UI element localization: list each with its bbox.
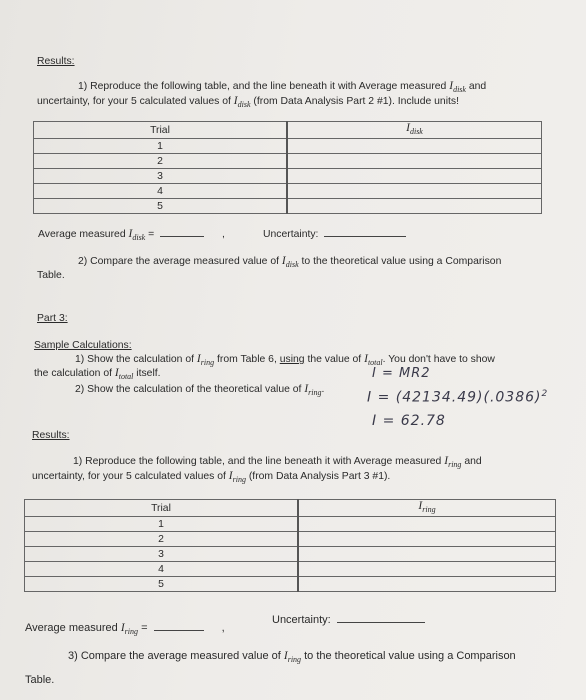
uncertainty-disk-line: Uncertainty: <box>263 228 409 241</box>
table-row <box>34 139 542 154</box>
trial-cell: 1 <box>34 139 288 154</box>
part3-item2: 2) Show the calculation of the theoretical value of $I_{ring}$. <box>75 383 325 398</box>
part3-item1-line2: the calculation of $I_{total}$ itself. <box>34 367 161 382</box>
uncertainty-ring-line: Uncertainty: <box>272 614 428 627</box>
average-ring-blank[interactable] <box>154 629 204 631</box>
trial-cell: 4 <box>34 184 288 199</box>
table-header-row <box>25 500 556 517</box>
trial-cell: 2 <box>34 154 288 169</box>
sample-calculations-heading: Sample Calculations: <box>34 340 132 351</box>
results1-item2-line1: 2) Compare the average measured value of $I_{disk}$ to the theoretical value using a Comparison <box>78 255 502 270</box>
table-row <box>34 184 542 199</box>
trial-column-header: Trial <box>25 500 299 517</box>
table-row <box>25 562 556 577</box>
trial-column-header: Trial <box>34 122 288 139</box>
table-row <box>34 154 542 169</box>
value-cell[interactable] <box>298 547 556 562</box>
results1-item1-line2: uncertainty, for your 5 calculated values of $I_{disk}$ (from Data Analysis Part 2 #1). Include units! <box>37 95 459 110</box>
trial-cell: 2 <box>25 532 299 547</box>
value-cell[interactable] <box>287 139 542 154</box>
results1-item2-line2: Table. <box>37 270 65 281</box>
table-header-row <box>34 122 542 139</box>
uncertainty-ring-blank[interactable] <box>337 621 425 623</box>
average-disk-blank[interactable] <box>160 235 204 237</box>
value-column-header: $I_{ring}$ <box>298 500 556 517</box>
handwritten-result: I = 62.78 <box>372 413 446 429</box>
results2-item3-line1: 3) Compare the average measured value of $I_{ring}$ to the theoretical value using a Comparison <box>68 650 516 665</box>
value-cell[interactable] <box>287 184 542 199</box>
trial-cell: 4 <box>25 562 299 577</box>
results2-item1-line1: 1) Reproduce the following table, and the line beneath it with Average measured $I_{ring}$ and <box>73 455 482 470</box>
table-row <box>34 169 542 184</box>
trial-cell: 1 <box>25 517 299 532</box>
value-cell[interactable] <box>298 517 556 532</box>
part3-item1-line1: 1) Show the calculation of $I_{ring}$ from Table 6, using the value of $I_{total}$. You don't have to show <box>75 353 495 368</box>
handwritten-formula: I = MR2 <box>372 366 431 381</box>
table-row <box>25 547 556 562</box>
value-cell[interactable] <box>298 577 556 592</box>
trial-cell: 5 <box>25 577 299 592</box>
results2-item1-line2: uncertainty, for your 5 calculated values of $I_{ring}$ (from Data Analysis Part 3 #1). <box>32 470 391 485</box>
trial-cell: 3 <box>25 547 299 562</box>
table-row <box>25 577 556 592</box>
value-cell[interactable] <box>287 154 542 169</box>
results2-item3-line2: Table. <box>25 674 55 686</box>
trial-cell: 5 <box>34 199 288 214</box>
disk-data-table <box>33 121 542 214</box>
table-row <box>34 199 542 214</box>
average-disk-line: Average measured $I_{disk}$ = , <box>38 228 225 243</box>
results-heading: Results: <box>37 56 75 67</box>
results1-item1-line1: 1) Reproduce the following table, and the line beneath it with Average measured $I_{disk}$ and <box>78 80 487 95</box>
average-ring-line: Average measured $I_{ring}$ = , <box>25 622 225 637</box>
value-cell[interactable] <box>298 532 556 547</box>
table-row <box>25 517 556 532</box>
part3-heading: Part 3: <box>37 313 68 324</box>
uncertainty-disk-blank[interactable] <box>324 235 406 237</box>
value-cell[interactable] <box>298 562 556 577</box>
value-cell[interactable] <box>287 169 542 184</box>
results2-heading: Results: <box>32 430 70 441</box>
value-column-header: $I_{disk}$ <box>287 122 542 139</box>
ring-data-table <box>24 499 556 592</box>
handwritten-substitution: $I = (42134.49)(.0386)^2$ <box>367 389 549 406</box>
value-cell[interactable] <box>287 199 542 214</box>
table-row <box>25 532 556 547</box>
trial-cell: 3 <box>34 169 288 184</box>
